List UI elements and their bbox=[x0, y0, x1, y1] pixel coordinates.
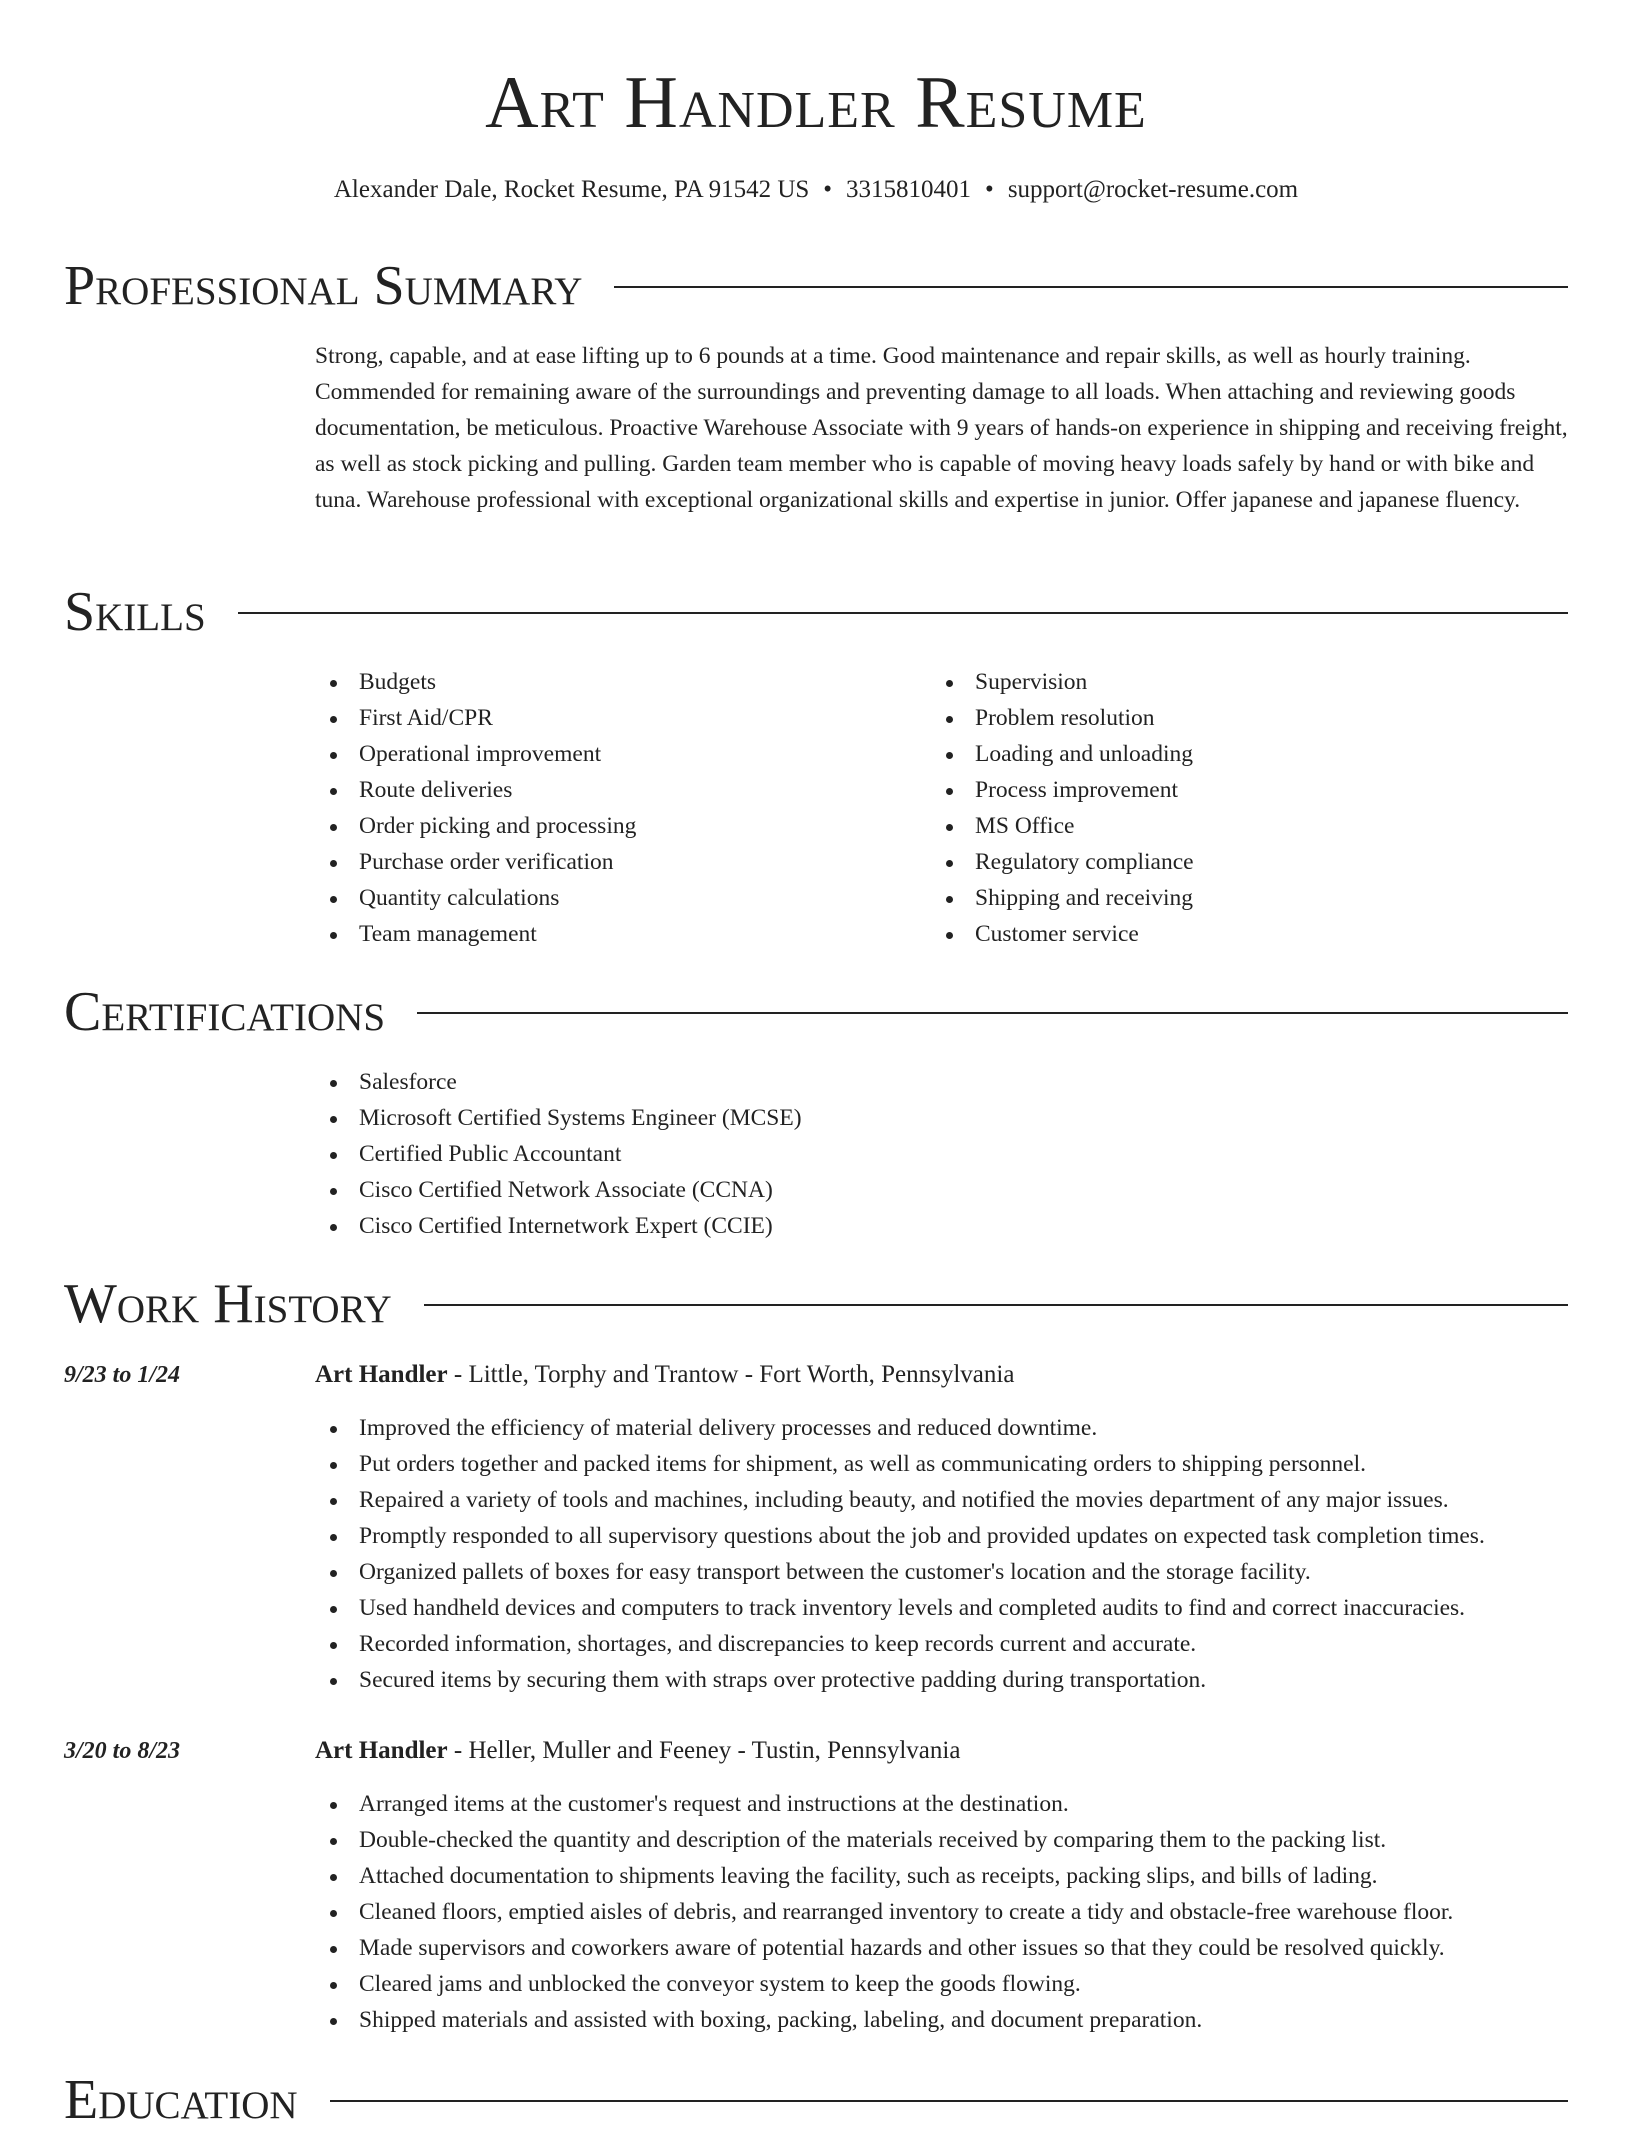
resume-title: Art Handler Resume bbox=[485, 62, 1147, 144]
list-item: Quantity calculations bbox=[315, 880, 636, 916]
list-item: Arranged items at the customer's request and instructions at the destination. bbox=[315, 1786, 1453, 1822]
list-item: Operational improvement bbox=[315, 736, 636, 772]
job-dates: 3/20 to 8/23 bbox=[64, 1738, 181, 1764]
section-divider bbox=[417, 1012, 1568, 1014]
section-divider bbox=[238, 612, 1568, 614]
list-item: Attached documentation to shipments leaving the facility, such as receipts, packing slips, and bills of lading. bbox=[315, 1858, 1453, 1894]
list-item: Regulatory compliance bbox=[931, 844, 1194, 880]
list-item: Cisco Certified Internetwork Expert (CCIE) bbox=[315, 1208, 802, 1244]
list-item: Secured items by securing them with straps over protective padding during transportation. bbox=[315, 1662, 1485, 1698]
list-item: Process improvement bbox=[931, 772, 1194, 808]
section-heading: Education bbox=[64, 2069, 298, 2131]
section-header-skills bbox=[64, 580, 1568, 644]
section-divider bbox=[614, 286, 1568, 288]
list-item: Made supervisors and coworkers aware of potential hazards and other issues so that they could be resolved quickly. bbox=[315, 1930, 1453, 1966]
section-header-education bbox=[64, 2068, 1568, 2132]
section-heading: Work History bbox=[64, 1273, 392, 1335]
section-header-certifications bbox=[64, 980, 1568, 1044]
list-item: Salesforce bbox=[315, 1064, 802, 1100]
job-dates: 9/23 to 1/24 bbox=[64, 1362, 181, 1388]
section-header-work-history bbox=[64, 1272, 1568, 1336]
list-item: Shipping and receiving bbox=[931, 880, 1194, 916]
list-item: Shipped materials and assisted with boxing, packing, labeling, and document preparation. bbox=[315, 2002, 1453, 2038]
list-item: Route deliveries bbox=[315, 772, 636, 808]
section-divider bbox=[424, 1304, 1568, 1306]
list-item: Promptly responded to all supervisory questions about the job and provided updates on expected task completion times. bbox=[315, 1518, 1485, 1554]
job-duties-list bbox=[315, 1786, 1453, 2038]
list-item: Problem resolution bbox=[931, 700, 1194, 736]
list-item: Purchase order verification bbox=[315, 844, 636, 880]
list-item: Microsoft Certified Systems Engineer (MCSE) bbox=[315, 1100, 802, 1136]
list-item: Order picking and processing bbox=[315, 808, 636, 844]
list-item: Budgets bbox=[315, 664, 636, 700]
job-heading bbox=[315, 1358, 1014, 1392]
job-duties-list bbox=[315, 1410, 1485, 1698]
contact-email: support@rocket-resume.com bbox=[1007, 176, 1299, 203]
skills-list-right bbox=[931, 664, 1194, 952]
job-title: Art Handler bbox=[315, 1361, 448, 1388]
section-heading: Certifications bbox=[64, 981, 386, 1043]
list-item: Recorded information, shortages, and discrepancies to keep records current and accurate. bbox=[315, 1626, 1485, 1662]
list-item: Improved the efficiency of material delivery processes and reduced downtime. bbox=[315, 1410, 1485, 1446]
list-item: MS Office bbox=[931, 808, 1194, 844]
list-item: Certified Public Accountant bbox=[315, 1136, 802, 1172]
contact-separator: • bbox=[985, 176, 994, 203]
list-item: Put orders together and packed items for shipment, as well as communicating orders to shipping personnel. bbox=[315, 1446, 1485, 1482]
job-heading bbox=[315, 1734, 960, 1768]
section-divider bbox=[330, 2100, 1568, 2102]
certifications-list bbox=[315, 1064, 802, 1244]
list-item: Organized pallets of boxes for easy transport between the customer's location and the storage facility. bbox=[315, 1554, 1485, 1590]
section-header-summary bbox=[64, 254, 1568, 318]
skills-list-left bbox=[315, 664, 636, 952]
summary-text: Strong, capable, and at ease lifting up to 6 pounds at a time. Good maintenance and repair skills, as well as hourly training. Commended for remaining aware of the surroundings and preventing damage to all loads. When attaching and reviewing goods documentation, be meticulous. Proactive Warehouse Associate with 9 years of hands-on experience in shipping and receiving freight, as well as stock picking and pulling. Garden team member who is capable of moving heavy loads safely by hand or with bike and tuna. Warehouse professional with exceptional organizational skills and expertise in junior. Offer japanese and japanese fluency. bbox=[315, 343, 1568, 513]
list-item: Supervision bbox=[931, 664, 1194, 700]
list-item: First Aid/CPR bbox=[315, 700, 636, 736]
job-title: Art Handler bbox=[315, 1737, 448, 1764]
contact-address: Alexander Dale, Rocket Resume, PA 91542 US bbox=[333, 176, 810, 203]
list-item: Cleaned floors, emptied aisles of debris, and rearranged inventory to create a tidy and obstacle-free warehouse floor. bbox=[315, 1894, 1453, 1930]
list-item: Repaired a variety of tools and machines, including beauty, and notified the movies department of any major issues. bbox=[315, 1482, 1485, 1518]
list-item: Customer service bbox=[931, 916, 1194, 952]
list-item: Cleared jams and unblocked the conveyor system to keep the goods flowing. bbox=[315, 1966, 1453, 2002]
section-heading: Professional Summary bbox=[64, 255, 583, 317]
contact-separator: • bbox=[823, 176, 833, 203]
list-item: Loading and unloading bbox=[931, 736, 1194, 772]
job-employer-location: - Heller, Muller and Feeney - Tustin, Pennsylvania bbox=[447, 1737, 961, 1764]
list-item: Cisco Certified Network Associate (CCNA) bbox=[315, 1172, 802, 1208]
list-item: Team management bbox=[315, 916, 636, 952]
list-item: Used handheld devices and computers to track inventory levels and completed audits to find and correct inaccuracies. bbox=[315, 1590, 1485, 1626]
list-item: Double-checked the quantity and description of the materials received by comparing them to the packing list. bbox=[315, 1822, 1453, 1858]
contact-line bbox=[0, 174, 1632, 206]
section-heading: Skills bbox=[64, 581, 206, 643]
job-employer-location: - Little, Torphy and Trantow - Fort Worth, Pennsylvania bbox=[447, 1361, 1015, 1388]
contact-phone: 3315810401 bbox=[846, 176, 972, 203]
